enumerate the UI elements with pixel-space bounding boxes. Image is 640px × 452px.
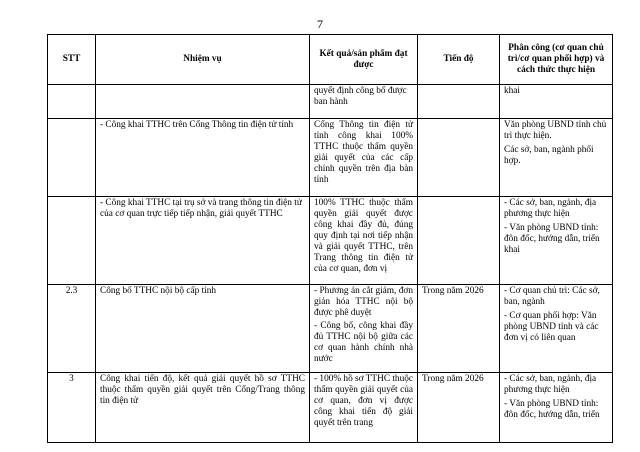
result-text: - Công bố, công khai đầy đủ TTHC nội bộ giữa các cơ quan hành chính nhà nước <box>314 321 413 364</box>
cell-task: - Công khai TTHC trên Cổng Thông tin điện tử tỉnh <box>96 119 310 197</box>
header-assignment: Phân công (cơ quan chủ trì/cơ quan phối hợp) và cách thức thực hiện <box>500 35 613 85</box>
assignment-text: - Các sở, ban, ngành, địa phương thực hiện <box>504 374 597 395</box>
task-table <box>47 34 613 443</box>
cell-assignment <box>500 373 613 443</box>
cell-stt <box>48 85 96 119</box>
result-text: quyết định công bố được ban hành <box>314 86 407 107</box>
table-row <box>48 373 613 443</box>
cell-stt: 3 <box>48 373 96 443</box>
cell-progress <box>418 85 500 119</box>
cell-progress: Trong năm 2026 <box>418 373 500 443</box>
assignment-text: - Văn phòng UBND tỉnh: đôn đốc, hướng dẫn, triển <box>504 399 600 420</box>
assignment-text: khai <box>504 86 521 96</box>
cell-assignment <box>500 119 613 197</box>
cell-assignment <box>500 197 613 285</box>
assignment-text: Các sở, ban, ngành phối hợp. <box>504 145 594 166</box>
result-text: Cổng Thông tin điện tử tỉnh công khai 100% TTHC thuộc thẩm quyền giải quyết của các cấp chính quyền trên địa bàn tỉnh <box>314 120 413 185</box>
cell-result <box>310 373 418 443</box>
header-progress: Tiến độ <box>418 35 500 85</box>
cell-result <box>310 85 418 119</box>
table-row <box>48 119 613 197</box>
table-row <box>48 197 613 285</box>
cell-task: Công khai tiến độ, kết quả giải quyết hồ sơ TTHC thuộc thẩm quyền giải quyết trên Cổng/Trang thông tin điện tử <box>96 373 310 443</box>
cell-result <box>310 285 418 373</box>
assignment-text: Văn phòng UBND tỉnh chủ trì thực hiện. <box>504 120 607 141</box>
cell-progress <box>418 197 500 285</box>
table-row <box>48 85 613 119</box>
result-text: - Phương án cắt giảm, đơn giản hóa TTHC nội bộ được phê duyệt <box>314 286 413 318</box>
cell-progress: Trong năm 2026 <box>418 285 500 373</box>
cell-task <box>96 85 310 119</box>
assignment-text: - Văn phòng UBND tỉnh: đôn đốc, hướng dẫn, triển khai <box>504 223 600 255</box>
assignment-text: - Các sở, ban, ngành, địa phương thực hiện <box>504 198 597 219</box>
result-text: - 100% hồ sơ TTHC thuộc thẩm quyền giải quyết của cơ quan, đơn vị được công khai tiến độ giải quyết trên trang <box>314 374 413 428</box>
cell-assignment <box>500 285 613 373</box>
cell-result <box>310 197 418 285</box>
cell-task: Công bố TTHC nội bộ cấp tỉnh <box>96 285 310 373</box>
cell-stt <box>48 119 96 197</box>
cell-progress <box>418 119 500 197</box>
cell-task: - Công khai TTHC tại trụ sở và trang thông tin điện tử của cơ quan trực tiếp tiếp nhận, giải quyết TTHC <box>96 197 310 285</box>
header-stt: STT <box>48 35 96 85</box>
header-row <box>48 35 613 85</box>
table-row <box>48 285 613 373</box>
assignment-text: - Cơ quan phối hợp: Văn phòng UBND tỉnh và các đơn vị có liên quan <box>504 311 599 343</box>
cell-stt: 2.3 <box>48 285 96 373</box>
header-result: Kết quả/sản phẩm đạt được <box>310 35 418 85</box>
cell-stt <box>48 197 96 285</box>
cell-assignment <box>500 85 613 119</box>
result-text: 100% TTHC thuộc thẩm quyền giải quyết được công khai đầy đủ, đúng quy định tại nơi tiếp nhận và giải quyết TTHC, trên Trang thông tin điện tử của cơ quan, đơn vị <box>314 198 413 274</box>
assignment-text: - Cơ quan chủ trì: Các sở, ban, ngành <box>504 286 600 307</box>
header-task: Nhiệm vụ <box>96 35 310 85</box>
page-number: 7 <box>317 17 323 31</box>
cell-result <box>310 119 418 197</box>
